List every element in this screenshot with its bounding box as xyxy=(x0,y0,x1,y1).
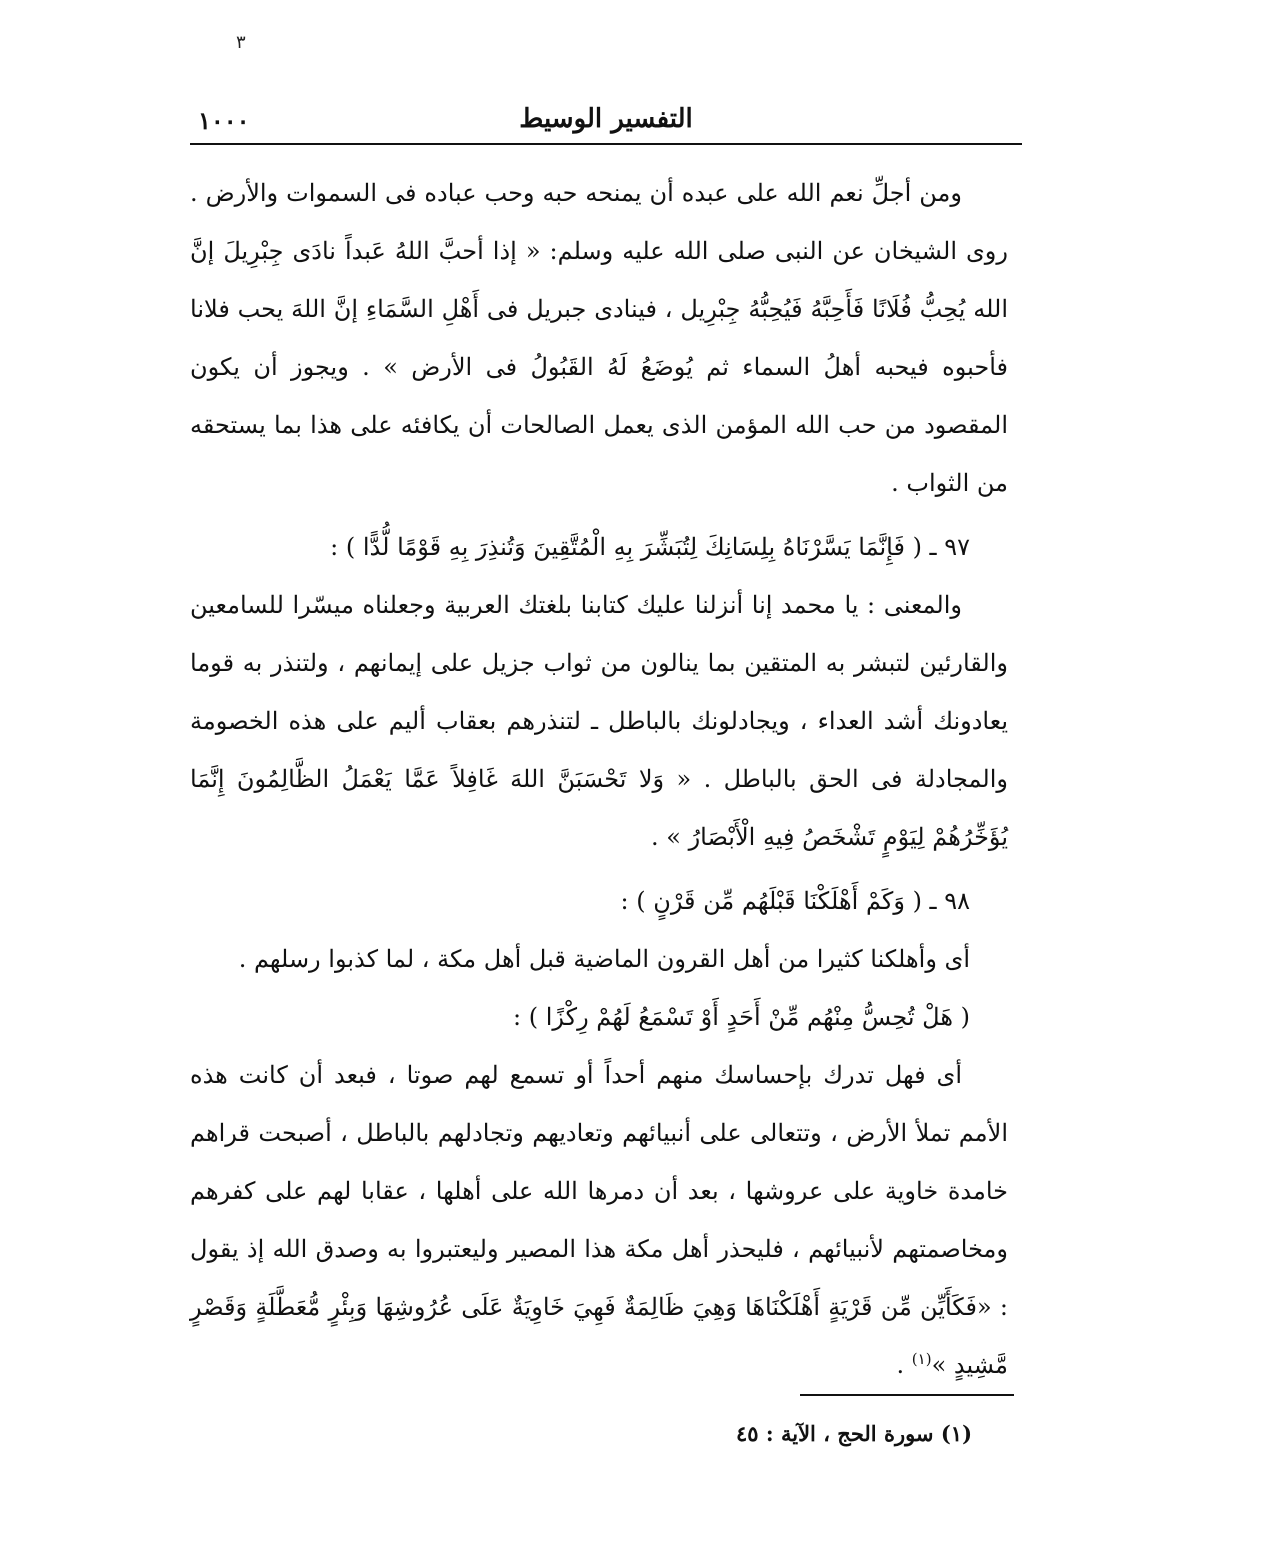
paragraph-hadith: ومن أجلِّ نعم الله على عبده أن يمنحه حبه وحب عباده فى السموات والأرض . روى الشيخان عن النبى صلى الله عليه وسلم: « إذا أحبَّ اللهُ عَبداً نادَى جِبْرِيلَ إنَّ الله يُحِبُّ فُلَانًا فَأَحِبَّهُ فَيُحِبُّهُ جِبْرِيل ، فينادى جبريل فى أَهْلِ السَّمَاءِ إنَّ اللهَ يحب فلانا فأحبوه فيحبه أهلُ السماء ثم يُوضَعُ لَهُ القَبُولُ فى الأرض » . ويجوز أن يكون المقصود من حب الله المؤمن الذى يعمل الصالحات أن يكافئه على هذا بما يستحقه من الثواب . xyxy=(190,179,1008,497)
page-header xyxy=(190,100,1022,140)
verse-97-heading: ٩٧ ـ ( فَإِنَّمَا يَسَّرْنَاهُ بِلِسَانِكَ لِتُبَشِّرَ بِهِ الْمُتَّقِينَ وَتُنذِرَ بِهِ قَوْمًا لُّدًّا ) : xyxy=(330,533,970,561)
top-page-mark: ٣ xyxy=(236,32,246,53)
footnote-divider xyxy=(800,1394,1014,1396)
footnote-text: (١) سورة الحج ، الآية : ٤٥ xyxy=(736,1421,972,1446)
running-title: التفسير الوسيط xyxy=(519,104,693,134)
closing-period: . xyxy=(896,1351,912,1379)
footnote-reference: (١) xyxy=(911,1350,932,1368)
page-number: ١٠٠٠ xyxy=(198,106,250,135)
page-body xyxy=(190,164,1008,1394)
header-divider xyxy=(190,143,1022,145)
verse-98-heading: ٩٨ ـ ( وَكَمْ أَهْلَكْنَا قَبْلَهُم مِّن قَرْنٍ ) : xyxy=(620,887,970,915)
paragraph-explanation-final xyxy=(190,1046,1008,1394)
paragraph-meaning-97: والمعنى : يا محمد إنا أنزلنا عليك كتابنا بلغتك العربية وجعلناه ميسّرا للسامعين والقارئين لتبشر به المتقين بما ينالون من ثواب جزيل على إيمانهم ، ولتنذر به قوما يعادونك أشد العداء ، ويجادلونك بالباطل ـ لتنذرهم بعقاب أليم على هذه الخصومة والمجادلة فى الحق بالباطل . « وَلا تَحْسَبَنَّ اللهَ غَافِلاً عَمَّا يَعْمَلُ الظَّالِمُونَ إِنَّمَا يُؤَخِّرُهُمْ لِيَوْمٍ تَشْخَصُ فِيهِ الْأَبْصَارُ » . xyxy=(190,591,1008,851)
paragraph-final-text: أى فهل تدرك بإحساسك منهم أحداً أو تسمع لهم صوتا ، فبعد أن كانت هذه الأمم تملأ الأرض ، وتتعالى على أنبيائهم وتعاديهم وتجادلهم بالباطل ، أصبحت قراهم خامدة خاوية على عروشها ، بعد أن دمرها الله على أهلها ، عقابا لهم على كفرهم ومخاصمتهم لأنبيائهم ، فليحذر أهل مكة هذا المصير وليعتبروا به وصدق الله إذ يقول : «فَكَأَيِّن مِّن قَرْيَةٍ أَهْلَكْنَاهَا وَهِيَ ظَالِمَةٌ فَهِيَ خَاوِيَةٌ عَلَى عُرُوشِهَا وَبِئْرٍ مُّعَطَّلَةٍ وَقَصْرٍ مَّشِيدٍ » xyxy=(190,1061,1009,1379)
verse-98-second-part: ( هَلْ تُحِسُّ مِنْهُم مِّنْ أَحَدٍ أَوْ تَسْمَعُ لَهُمْ رِكْزًا ) : xyxy=(513,1003,970,1031)
paragraph-explanation-98: أى وأهلكنا كثيرا من أهل القرون الماضية قبل أهل مكة ، لما كذبوا رسلهم . xyxy=(238,945,970,973)
